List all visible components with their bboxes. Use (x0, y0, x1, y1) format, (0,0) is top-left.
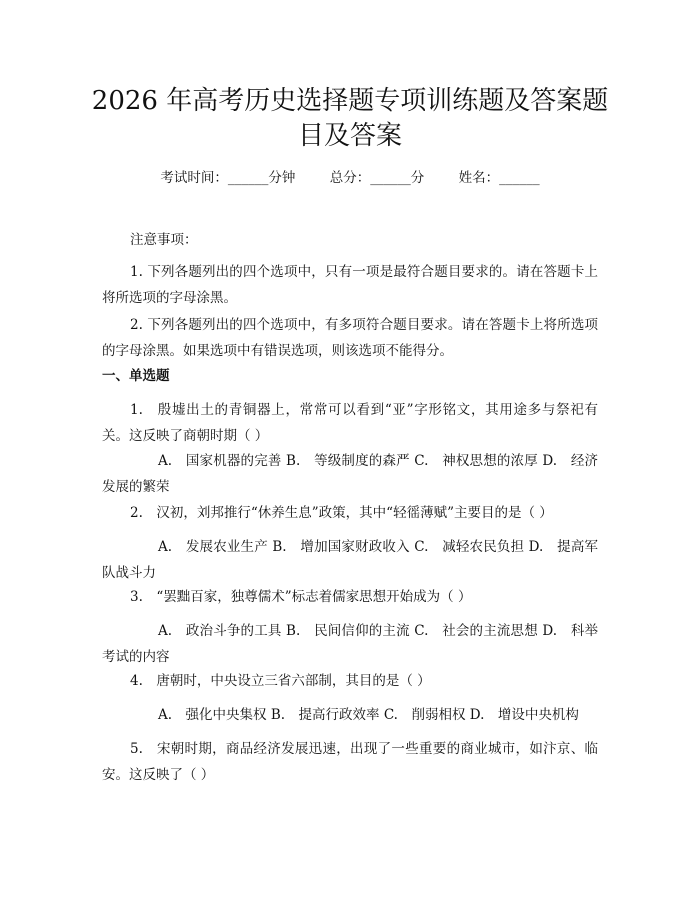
question-4-stem: 4. 唐朝时，中央设立三省六部制，其目的是（ ） (130, 673, 431, 689)
question-5-stem: 5. 宋朝时期，商品经济发展迅速，出现了一些重要的商业城市，如汴京、临安。这反映了（ ） (102, 741, 598, 783)
question-4-options: A. 强化中央集权 B. 提高行政效率 C. 削弱相权 D. 增设中央机构 (158, 707, 579, 723)
question-1-stem: 1. 殷墟出土的青铜器上，常常可以看到“亚”字形铭文，其用途多与祭祀有关。这反映了商朝时期（ ） (102, 402, 598, 444)
notice-item-1: 1. 下列各题列出的四个选项中，只有一项是最符合题目要求的。请在答题卡上将所选项的字母涂黑。 (102, 264, 598, 306)
section-heading-single-choice: 一、单选题 (102, 368, 170, 384)
student-name-label: 姓名：______ (458, 170, 540, 186)
document-title-line-1: 2026 年高考历史选择题专项训练题及答案题 (91, 86, 609, 116)
question-3-stem: 3. “罢黜百家，独尊儒术”标志着儒家思想开始成为（ ） (130, 589, 472, 605)
question-1-options: A. 国家机器的完善 B. 等级制度的森严 C. 神权思想的浓厚 D. 经济发展的繁荣 (102, 453, 598, 495)
question-2-options: A. 发展农业生产 B. 增加国家财政收入 C. 减轻农民负担 D. 提高军队战斗力 (102, 539, 598, 581)
total-score-label: 总分：______分 (329, 170, 425, 186)
exam-meta (0, 168, 700, 188)
question-3-options: A. 政治斗争的工具 B. 民间信仰的主流 C. 社会的主流思想 D. 科举考试的内容 (102, 623, 598, 665)
notice-item-2: 2. 下列各题列出的四个选项中，有多项符合题目要求。请在答题卡上将所选项的字母涂黑。如果选项中有错误选项，则该选项不能得分。 (102, 317, 598, 359)
question-2-stem: 2. 汉初，刘邦推行“休养生息”政策，其中“轻徭薄赋”主要目的是（ ） (130, 505, 553, 521)
notice-heading: 注意事项： (130, 232, 198, 248)
exam-time-label: 考试时间：______分钟 (160, 170, 296, 186)
document-title-line-2: 目及答案 (297, 121, 402, 151)
